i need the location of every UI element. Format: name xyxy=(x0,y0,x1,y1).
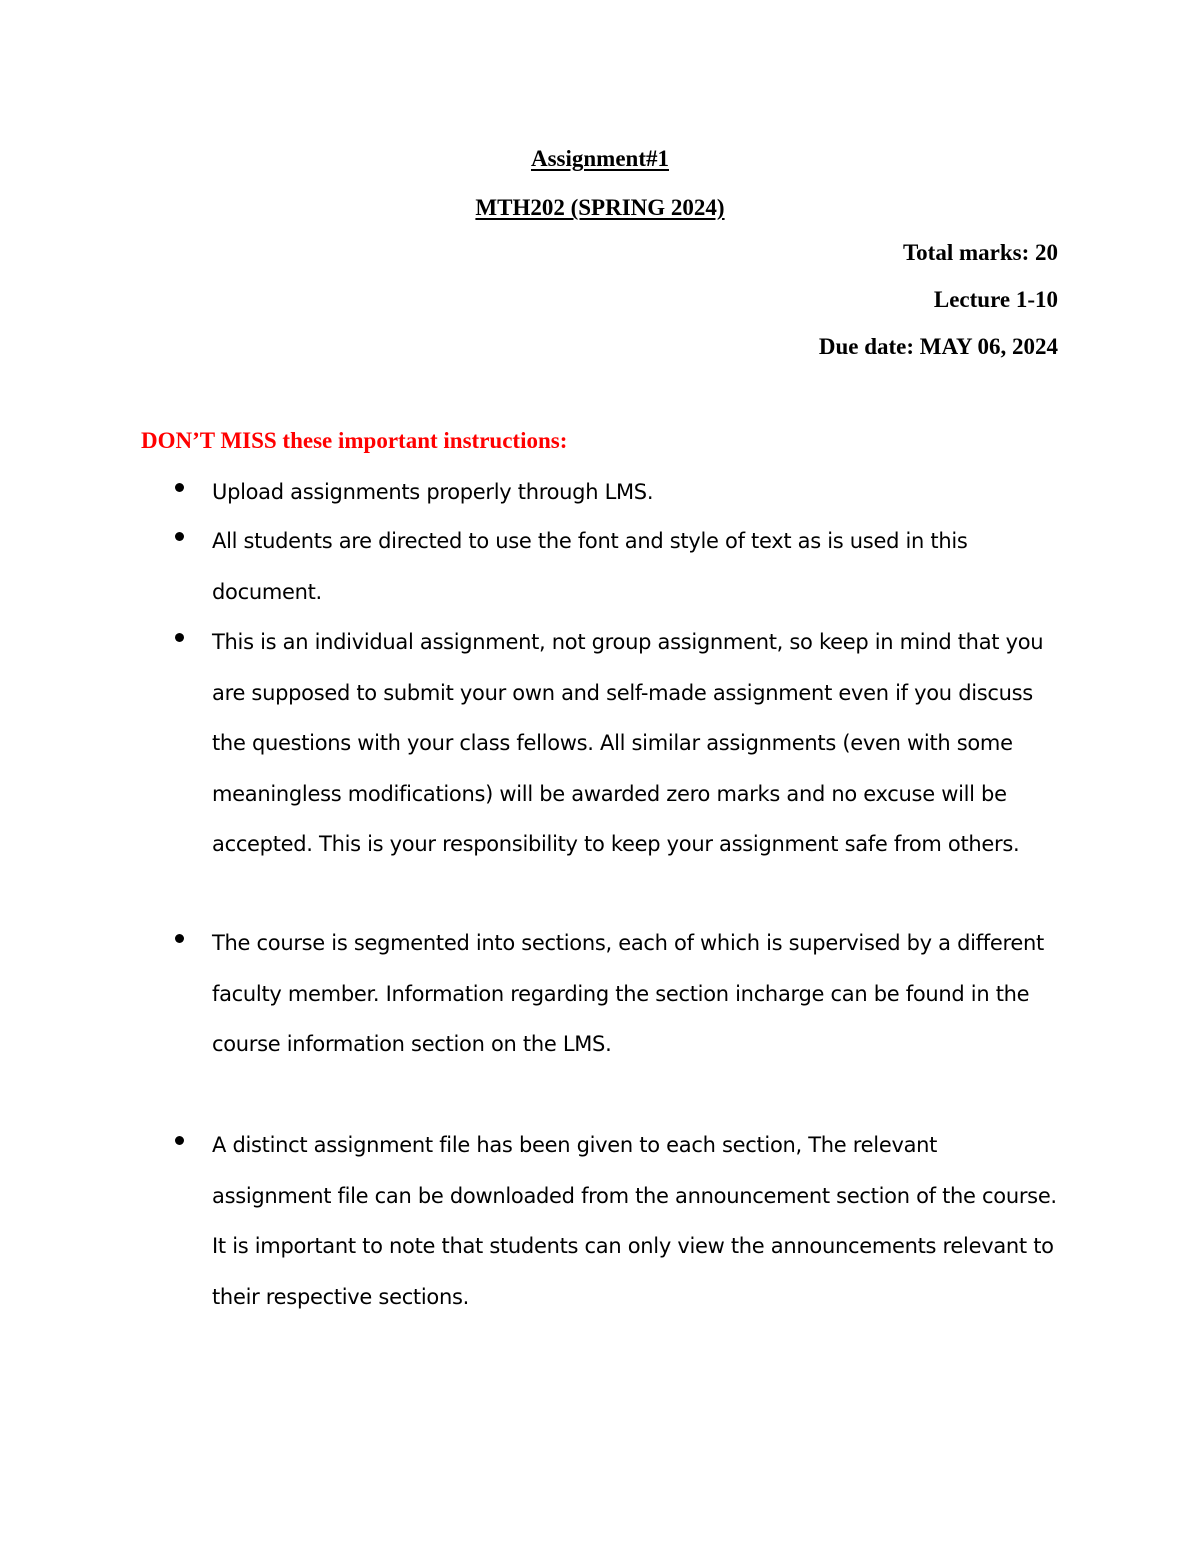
instructions-heading: DON’T MISS these important instructions: xyxy=(141,428,568,453)
course-title: MTH202 (SPRING 2024) xyxy=(475,195,725,220)
list-item-text: This is an individual assignment, not group assignment, so keep in mind that you are supposed to submit your own and self-made assignment even if you discuss the questions with your class fellows. All similar assignments (even with some meaningless modifications) will be awarded zero marks and no excuse will be accepted. This is your responsibility to keep your assignment safe from others. xyxy=(212,630,1044,856)
bullet-icon xyxy=(175,532,184,541)
list-item-text: The course is segmented into sections, each of which is supervised by a different faculty member. Information regarding the section incharge can be found in the course information section on the LMS. xyxy=(212,931,1044,1056)
bullet-icon xyxy=(175,934,184,943)
due-date: Due date: MAY 06, 2024 xyxy=(818,334,1058,359)
lecture-range: Lecture 1-10 xyxy=(933,287,1058,312)
list-item-text: A distinct assignment file has been given to each section, The relevant assignment file can be downloaded from the announcement section of the course. It is important to note that students can only view the announcements relevant to their respective sections. xyxy=(212,1133,1057,1309)
bullet-icon xyxy=(175,633,184,642)
bullet-icon xyxy=(175,1136,184,1145)
total-marks: Total marks: 20 xyxy=(902,240,1058,265)
bullet-icon xyxy=(175,483,184,492)
list-item-text: All students are directed to use the font and style of text as is used in this document. xyxy=(212,529,968,604)
list-item-text: Upload assignments properly through LMS. xyxy=(212,480,654,504)
assignment-title: Assignment#1 xyxy=(530,146,669,171)
